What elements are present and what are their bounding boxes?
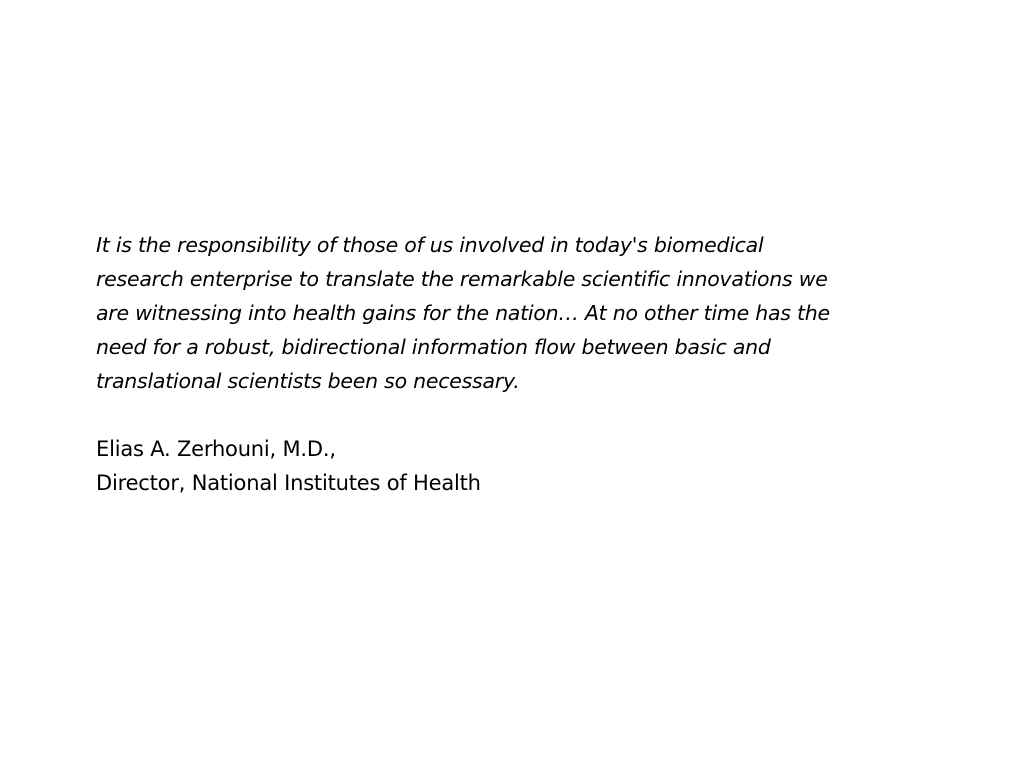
slide-content xyxy=(96,228,956,500)
quote-line: translational scientists been so necessary. xyxy=(96,369,520,393)
quote-line: It is the responsibility of those of us involved in today's biomedical xyxy=(96,233,764,257)
quote-line: need for a robust, bidirectional information flow between basic and xyxy=(96,335,771,359)
quote-text xyxy=(96,228,956,398)
attribution xyxy=(96,432,956,500)
attribution-title: Director, National Institutes of Health xyxy=(96,471,481,495)
attribution-name: Elias A. Zerhouni, M.D., xyxy=(96,437,336,461)
quote-line: are witnessing into health gains for the nation… At no other time has the xyxy=(96,301,830,325)
quote-line: research enterprise to translate the remarkable scientific innovations we xyxy=(96,267,828,291)
